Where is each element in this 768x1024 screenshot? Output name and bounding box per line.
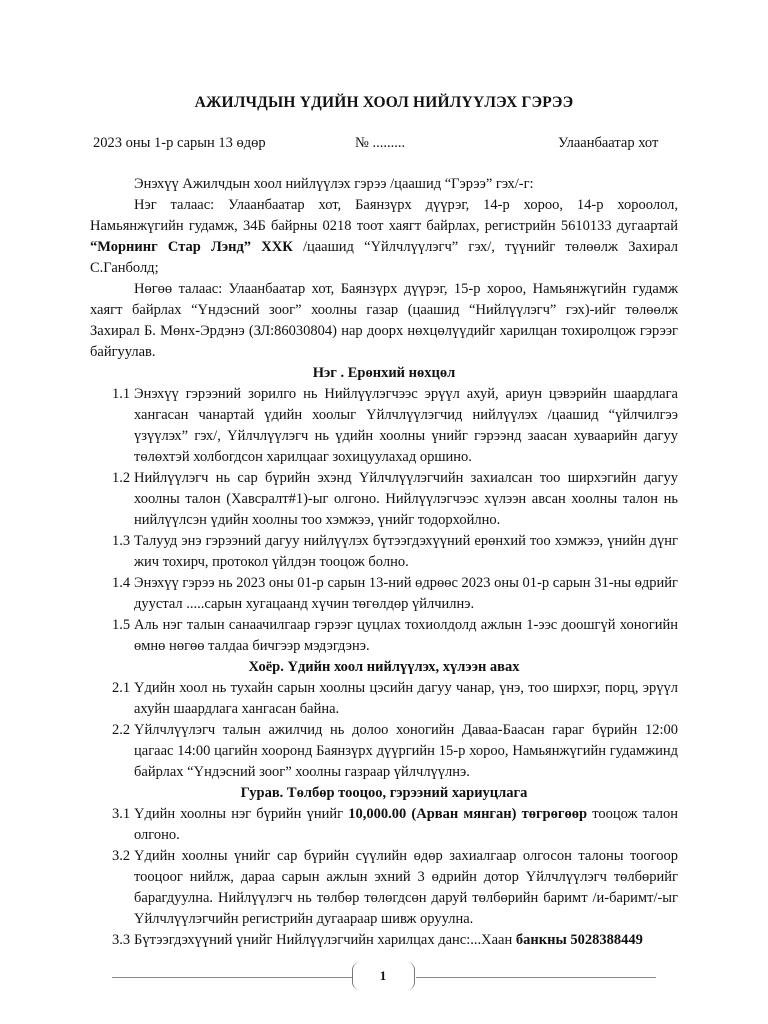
clause-text: Үйлчлүүлэгч талын ажилчид нь долоо хоногийн Даваа-Баасан гараг бүрийн 12:00 цагаас 14:00 цагийн хооронд Баянзүрх дүүргийн 15-р хороо, Намьянжүгийн гудамжинд байрлах “Үндэсний зоог” хоолны газраар үйлчлүүлнэ. [134, 722, 678, 780]
section-2-title: Хоёр. Үдийн хоол нийлүүлэх, хүлээн авах [248, 659, 520, 675]
page-number: 1 [379, 968, 387, 983]
clause-number: 3.1 [112, 806, 131, 822]
clause-1-4 [90, 573, 678, 615]
clause-3-1 [90, 804, 678, 846]
page-footer [0, 960, 768, 994]
contract-number: № ......... [355, 135, 406, 151]
bank-account: банкны 5028388449 [515, 932, 643, 948]
clause-3-3 [90, 930, 678, 951]
contract-body [90, 174, 678, 951]
clause-1-3 [90, 531, 678, 573]
clause-1-1 [90, 384, 678, 468]
clause-text: Үдийн хоолны үнийг сар бүрийн сүүлийн өдөр захиалгаар олгосон талоны тоогоор тооцоог нийлж, дараа сарын ажлын эхний 3 өдрийн дотор Үйлчлүүлэгч төлбөрийг барагдуулна. Нийлүүлэгч нь төлбөр төлөгдсөн даруй төлбөрийн баримт /и-баримт/-ыг Үйлчлүүлэгчийн регистрийн дугаараар шивж оруулна. [134, 848, 678, 927]
intro-paragraph: Энэхүү Ажилчдын хоол нийлүүлэх гэрээ /цаашид “Гэрээ” гэх/-г: [134, 176, 534, 192]
party-one-company: “Морнинг Стар Лэнд” ХХК [90, 239, 293, 255]
clause-number: 3.3 [112, 932, 131, 948]
clause-number: 1.5 [112, 617, 131, 633]
clause-text: Энэхүү гэрээний зорилго нь Нийлүүлэгчээс эрүүл ахуй, ариун цэвэрийн шаардлага хангасан чанартай үдийн хоолыг Үйлчлүүлэгчид нийлүүлэх /цаашид “үйлчилгээ үзүүлэх” гэх/, Үйлчлүүлэгч нь үдийн хоолны үнийг гэрээнд заасан хуваарийн дагуу төлөхтэй холбогдсон харилцааг зохицуулахад оршино. [134, 386, 678, 465]
clause-number: 1.1 [112, 386, 131, 402]
clause-text [134, 930, 678, 951]
clause-text: Нийлүүлэгч нь сар бүрийн эхэнд Үйлчлүүлэгчийн захиалсан тоо ширхэгийн дагуу хоолны талон (Хавсралт#1)-ыг олгоно. Нийлүүлэгчээс хүлээн авсан хоолны талон нь нийлүүлсэн үдийн хоолны тоо хэмжээ, үнийг тодорхойлно. [134, 470, 678, 528]
contract-title: АЖИЛЧДЫН ҮДИЙН ХООЛ НИЙЛҮҮЛЭХ ГЭРЭЭ [194, 94, 574, 111]
clause-3-1-text-b: тооцож талон олгоно. [134, 806, 678, 843]
clause-text [134, 804, 678, 846]
clause-number: 2.2 [112, 722, 131, 738]
clause-3-2 [90, 846, 678, 930]
footer-rule-left [112, 977, 352, 978]
clause-text: Талууд энэ гэрээний дагуу нийлүүлэх бүтээгдэхүүний ерөнхий тоо хэмжээ, үнийн дүнг жич тохирч, протокол үйлдэн тооцож болно. [134, 533, 678, 570]
contract-date: 2023 оны 1-р сарын 13 өдөр [93, 135, 266, 151]
clause-text: Аль нэг талын санаачилгаар гэрээг цуцлах тохиолдолд ажлын 1-ээс доошгүй хоногийн өмнө нөгөө талдаа бичгээр мэдэгдэнэ. [134, 617, 678, 654]
contract-header-line [93, 135, 673, 155]
contract-place: Улаанбаатар хот [558, 135, 659, 151]
clause-3-3-text-a: Бүтээгдэхүүний үнийг Нийлүүлэгчийн харилцах данс:...Хаан [134, 932, 516, 948]
clause-number: 1.4 [112, 575, 131, 591]
party-two-paragraph: Нөгөө талаас: Улаанбаатар хот, Баянзүрх дүүрэг, 15-р хороо, Намьянжүгийн гудамж хаягт байрлах “Үндэсний зоог” хоолны газар (цаашид “Нийлүүлэгч” гэх)-ийг төлөөлж Захирал Б. Мөнх-Эрдэнэ (ЗЛ:86030804) нар доорх нөхцөлүүдийг харилцан тохиролцож гэрээг байгуулав. [90, 281, 678, 360]
clause-1-5 [90, 615, 678, 657]
clause-number: 3.2 [112, 848, 131, 864]
clause-2-1 [90, 678, 678, 720]
meal-price: 10,000.00 (Арван мянган) төгрөгөөр [348, 806, 588, 822]
party-one-text-b: /цаашид “Үйлчлүүлэгч” гэх/, түүнийг төлөөлж Захирал С.Ганболд; [90, 239, 678, 276]
footer-brace-right [404, 962, 415, 990]
party-one-paragraph [90, 195, 678, 279]
clause-3-1-text-a: Үдийн хоолны нэг бүрийн үнийг [134, 806, 349, 822]
section-1-title: Нэг . Ерөнхий нөхцөл [312, 365, 456, 381]
clause-2-2 [90, 720, 678, 783]
clause-text: Энэхүү гэрээ нь 2023 оны 01-р сарын 13-ний өдрөөс 2023 оны 01-р сарын 31-ны өдрийг дуустал .....сарын хугацаанд хүчин төгөлдөр үйлчилнэ. [134, 575, 678, 612]
footer-rule-right [416, 977, 656, 978]
clause-1-2 [90, 468, 678, 531]
clause-text: Үдийн хоол нь тухайн сарын хоолны цэсийн дагуу чанар, үнэ, тоо ширхэг, порц, эрүүл ахуйн шаардлага хангасан байна. [134, 680, 678, 717]
party-one-text-a: Нэг талаас: Улаанбаатар хот, Баянзүрх дүүрэг, 14-р хороо, 14-р хороолол, Намьянжүгийн гудамж, 34Б байрны 0218 тоот хаягт байрлах, регистрийн 5610133 дугаартай [90, 197, 678, 234]
clause-number: 1.3 [112, 533, 131, 549]
section-3-title: Гурав. Төлбөр тооцоо, гэрээний хариуцлага [240, 785, 528, 801]
clause-number: 1.2 [112, 470, 131, 486]
clause-number: 2.1 [112, 680, 131, 696]
